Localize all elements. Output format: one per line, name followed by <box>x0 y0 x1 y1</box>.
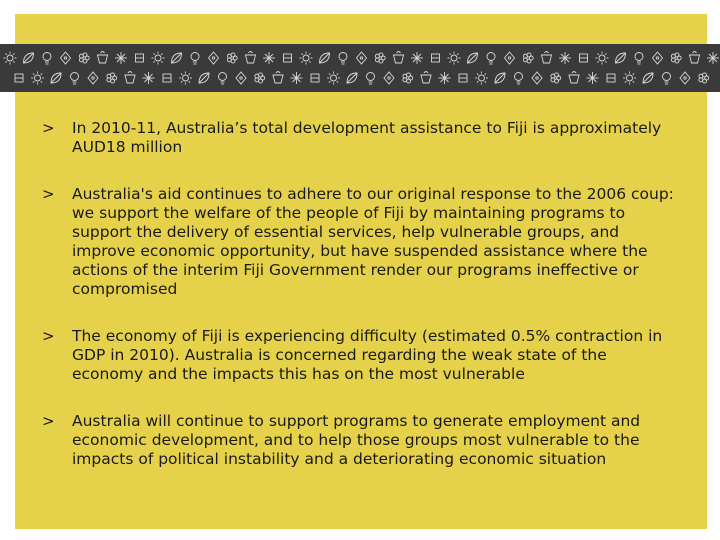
bullet-item <box>42 185 682 299</box>
pattern-glyph-icon <box>411 52 423 64</box>
pattern-glyph-icon <box>300 52 313 65</box>
pattern-glyph-icon <box>347 73 357 83</box>
pattern-glyph-icon <box>61 52 71 64</box>
pattern-glyph-icon <box>495 73 505 83</box>
pattern-glyph-icon <box>542 52 552 64</box>
pattern-glyph-icon <box>4 52 17 65</box>
pattern-glyph-icon <box>209 52 219 64</box>
pattern-glyph-icon <box>394 52 404 64</box>
pattern-glyph-icon <box>107 73 117 83</box>
bullet-list <box>42 119 682 497</box>
pattern-glyph-icon <box>421 72 431 84</box>
pattern-glyph-icon <box>505 52 515 64</box>
bullet-text: Australia will continue to support programs to generate employment and economic development, and to help those groups most vulnerable to the impacts of political instability and a deteriorating economic situation <box>72 412 641 468</box>
pattern-glyph-icon <box>671 53 681 63</box>
pattern-glyph-icon <box>468 53 478 63</box>
pattern-glyph-icon <box>291 72 303 84</box>
pattern-glyph-icon <box>43 53 51 65</box>
pattern-glyph-icon <box>357 52 367 64</box>
pattern-glyph-icon <box>616 53 626 63</box>
pattern-glyph-icon <box>339 53 347 65</box>
pattern-glyph-icon <box>551 73 561 83</box>
pattern-glyph-icon <box>663 73 671 85</box>
pattern-glyph-icon <box>51 73 61 83</box>
icon-pattern-icon <box>0 44 720 92</box>
pattern-glyph-icon <box>487 53 495 65</box>
bullet-marker: > <box>42 412 55 430</box>
pattern-glyph-icon <box>125 72 135 84</box>
pattern-glyph-icon <box>320 53 330 63</box>
pattern-glyph-icon <box>432 54 440 62</box>
pattern-glyph-icon <box>532 72 542 84</box>
pattern-glyph-icon <box>246 52 256 64</box>
pattern-glyph-icon <box>587 72 599 84</box>
pattern-glyph-icon <box>24 53 34 63</box>
pattern-glyph-icon <box>515 73 523 85</box>
bullet-item <box>42 412 682 469</box>
pattern-glyph-icon <box>439 72 451 84</box>
pattern-glyph-icon <box>79 53 89 63</box>
decorative-icon-band <box>0 44 720 92</box>
pattern-glyph-icon <box>596 52 609 65</box>
pattern-glyph-icon <box>403 73 413 83</box>
bullet-marker: > <box>42 185 55 203</box>
pattern-glyph-icon <box>643 73 653 83</box>
pattern-glyph-icon <box>172 53 182 63</box>
pattern-glyph-icon <box>623 72 636 85</box>
bullet-text: In 2010-11, Australia’s total development assistance to Fiji is approximately AUD18 million <box>72 119 662 156</box>
pattern-glyph-icon <box>375 53 385 63</box>
pattern-glyph-icon <box>699 73 709 83</box>
pattern-glyph-icon <box>98 52 108 64</box>
pattern-glyph-icon <box>448 52 461 65</box>
pattern-glyph-icon <box>580 54 588 62</box>
pattern-glyph-icon <box>143 72 155 84</box>
pattern-glyph-icon <box>163 74 171 82</box>
pattern-glyph-icon <box>255 73 265 83</box>
pattern-glyph-icon <box>273 72 283 84</box>
pattern-glyph-icon <box>311 74 319 82</box>
bullet-text: Australia's aid continues to adhere to our original response to the 2006 coup: we support the welfare of the people of Fiji by maintaining programs to support the delivery of essential services, help vulnerable groups, and improve economic opportunity, but have suspended assistance where the actions of the interim Fiji Government render our programs ineffective or compromised <box>72 185 674 298</box>
pattern-glyph-icon <box>569 72 579 84</box>
pattern-glyph-icon <box>115 52 127 64</box>
pattern-glyph-icon <box>71 73 79 85</box>
pattern-glyph-icon <box>31 72 44 85</box>
pattern-glyph-icon <box>199 73 209 83</box>
pattern-glyph-icon <box>523 53 533 63</box>
bullet-item <box>42 119 682 157</box>
pattern-glyph-icon <box>635 53 643 65</box>
pattern-glyph-icon <box>236 72 246 84</box>
pattern-glyph-icon <box>15 74 23 82</box>
pattern-glyph-icon <box>707 52 719 64</box>
pattern-glyph-icon <box>459 74 467 82</box>
pattern-glyph-icon <box>653 52 663 64</box>
pattern-glyph-icon <box>152 52 165 65</box>
pattern-glyph-icon <box>263 52 275 64</box>
pattern-glyph-icon <box>559 52 571 64</box>
pattern-glyph-icon <box>88 72 98 84</box>
pattern-glyph-icon <box>367 73 375 85</box>
pattern-glyph-icon <box>475 72 488 85</box>
pattern-glyph-icon <box>191 53 199 65</box>
pattern-glyph-icon <box>227 53 237 63</box>
pattern-glyph-icon <box>680 72 690 84</box>
pattern-glyph-icon <box>136 54 144 62</box>
bullet-marker: > <box>42 327 55 345</box>
pattern-glyph-icon <box>690 52 700 64</box>
pattern-glyph-icon <box>607 74 615 82</box>
pattern-glyph-icon <box>327 72 340 85</box>
pattern-glyph-icon <box>384 72 394 84</box>
pattern-glyph-icon <box>219 73 227 85</box>
pattern-glyph-icon <box>284 54 292 62</box>
bullet-item <box>42 327 682 384</box>
bullet-marker: > <box>42 119 55 137</box>
pattern-glyph-icon <box>179 72 192 85</box>
bullet-text: The economy of Fiji is experiencing difficulty (estimated 0.5% contraction in GDP in 2010). Australia is concerned regarding the weak state of the economy and the impacts this has on the most vulnerable <box>72 327 663 383</box>
